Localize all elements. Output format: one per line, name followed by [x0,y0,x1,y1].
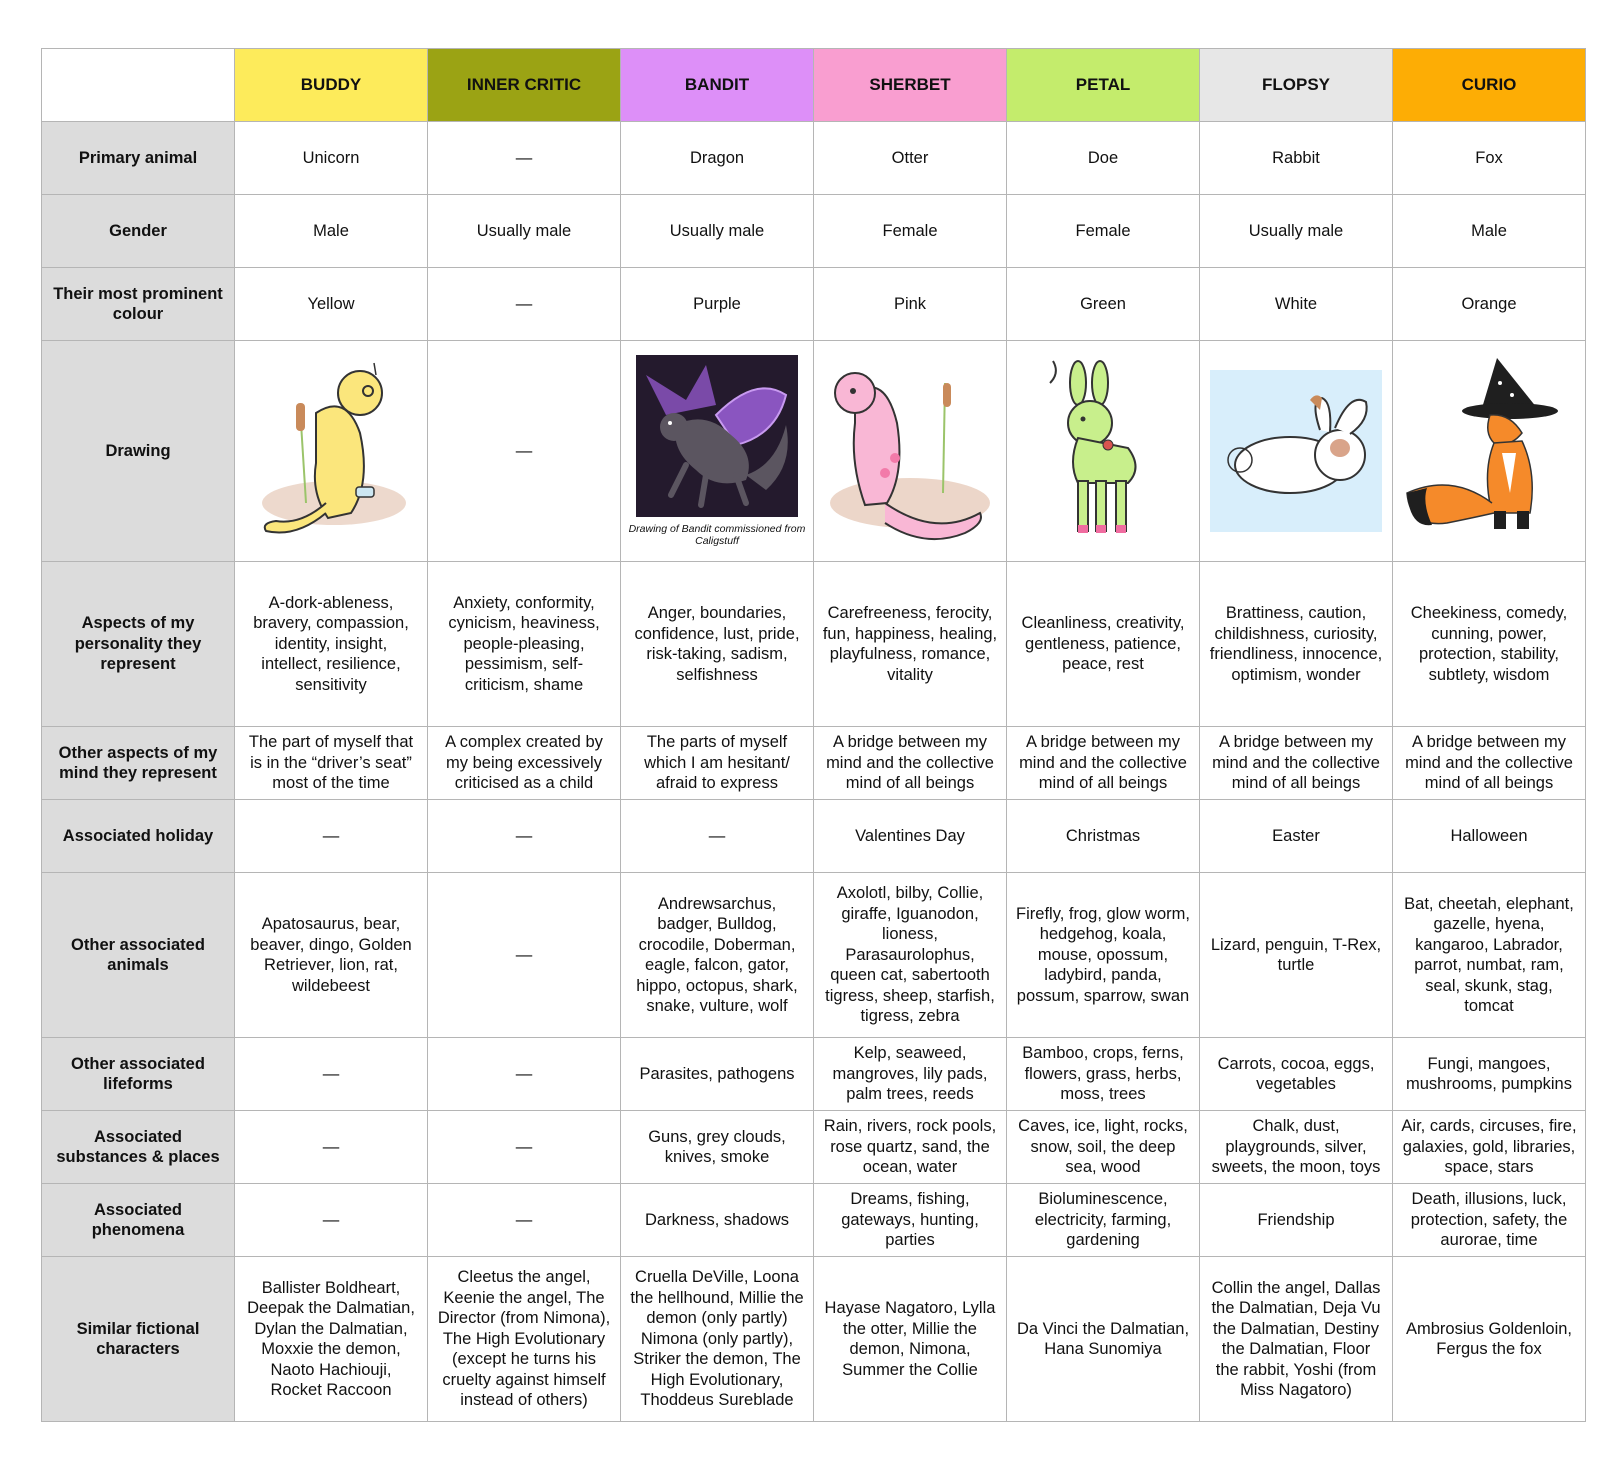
table-cell: A-dork-ableness, bravery, compassion, identity, insight, intellect, resilience, sensitivity [235,562,428,727]
table-cell: — [235,1038,428,1111]
table-cell: Purple [621,268,814,341]
table-cell: Male [235,195,428,268]
row-header: Other associated lifeforms [42,1038,235,1111]
table-cell: Cruella DeVille, Loona the hellhound, Millie the demon (only partly) Nimona (only partly), Striker the demon, The High Evolutionary, Thoddeus Sureblade [621,1257,814,1422]
white-rabbit-icon [1210,370,1382,532]
table-cell: Bamboo, crops, ferns, flowers, grass, herbs, moss, trees [1007,1038,1200,1111]
row-header: Aspects of my personality they represent [42,562,235,727]
row-header: Associated holiday [42,800,235,873]
table-cell: Firefly, frog, glow worm, hedgehog, koala, mouse, opossum, ladybird, panda, possum, sparrow, swan [1007,873,1200,1038]
table-cell: Halloween [1393,800,1586,873]
table-row [42,727,1586,800]
table-cell: — [428,800,621,873]
row-header: Primary animal [42,122,235,195]
table-cell: Orange [1393,268,1586,341]
table-cell: Christmas [1007,800,1200,873]
row-header: Gender [42,195,235,268]
table-cell: Dragon [621,122,814,195]
col-header-bandit: BANDIT [621,49,814,122]
table-cell: — [428,1038,621,1111]
table-cell: Bat, cheetah, elephant, gazelle, hyena, kangaroo, Labrador, parrot, numbat, ram, seal, skunk, stag, tomcat [1393,873,1586,1038]
table-cell: A bridge between my mind and the collective mind of all beings [1007,727,1200,800]
table-row [42,1038,1586,1111]
table-cell: Da Vinci the Dalmatian, Hana Sunomiya [1007,1257,1200,1422]
table-cell: The part of myself that is in the “driver’s seat” most of the time [235,727,428,800]
character-table [41,48,1586,1422]
table-cell: — [235,1184,428,1257]
table-cell: Rabbit [1200,122,1393,195]
table-cell: — [428,1111,621,1184]
table-cell: Usually male [428,195,621,268]
table-cell: Brattiness, caution, childishness, curiosity, friendliness, innocence, optimism, wonder [1200,562,1393,727]
row-header: Drawing [42,341,235,562]
table-cell: Pink [814,268,1007,341]
table-cell: Yellow [235,268,428,341]
table-cell: Cleanliness, creativity, gentleness, patience, peace, rest [1007,562,1200,727]
header-row [42,49,1586,122]
table-cell: Female [1007,195,1200,268]
pink-otter-icon [825,353,995,549]
table-cell: Fox [1393,122,1586,195]
table-cell: A complex created by my being excessively criticised as a child [428,727,621,800]
table-cell: Easter [1200,800,1393,873]
table-cell: Air, cards, circuses, fire, galaxies, gold, libraries, space, stars [1393,1111,1586,1184]
table-cell: — [428,341,621,562]
table-cell: — [428,873,621,1038]
table-cell: — [621,800,814,873]
table-cell: — [235,1111,428,1184]
table-cell: Caves, ice, light, rocks, snow, soil, the deep sea, wood [1007,1111,1200,1184]
row-header: Associated substances & places [42,1111,235,1184]
drawing-cell-sherbet [814,341,1007,562]
table-cell: — [235,800,428,873]
drawing-cell-buddy [235,341,428,562]
table-cell: Dreams, fishing, gateways, hunting, parties [814,1184,1007,1257]
table-cell: Lizard, penguin, T-Rex, turtle [1200,873,1393,1038]
row-header: Their most prominent colour [42,268,235,341]
table-cell: A bridge between my mind and the collective mind of all beings [814,727,1007,800]
bandit-drawing-caption: Drawing of Bandit commissioned from Caligstuff [628,523,806,547]
drawing-cell-flopsy [1200,341,1393,562]
row-header: Similar fictional characters [42,1257,235,1422]
table-row [42,122,1586,195]
table-cell: — [428,268,621,341]
table-cell: Andrewsarchus, badger, Bulldog, crocodile, Doberman, eagle, falcon, gator, hippo, octopus, shark, snake, vulture, wolf [621,873,814,1038]
table-cell: Anxiety, conformity, cynicism, heaviness, people-pleasing, pessimism, self-criticism, shame [428,562,621,727]
table-cell: Cleetus the angel, Keenie the angel, The Director (from Nimona), The High Evolutionary (except he turns his cruelty against himself instead of others) [428,1257,621,1422]
drawing-cell-bandit [621,341,814,562]
table-cell: Carefreeness, ferocity, fun, happiness, healing, playfulness, romance, vitality [814,562,1007,727]
table-cell: Friendship [1200,1184,1393,1257]
table-row [42,1184,1586,1257]
col-header-petal: PETAL [1007,49,1200,122]
col-header-flopsy: FLOPSY [1200,49,1393,122]
table-row [42,873,1586,1038]
table-row [42,268,1586,341]
table-cell: Doe [1007,122,1200,195]
table-row [42,1111,1586,1184]
table-cell: Ambrosius Goldenloin, Fergus the fox [1393,1257,1586,1422]
table-cell: Ballister Boldheart, Deepak the Dalmatian, Dylan the Dalmatian, Moxxie the demon, Naoto Hachiouji, Rocket Raccoon [235,1257,428,1422]
table-cell: Darkness, shadows [621,1184,814,1257]
orange-fox-witch-hat-icon [1402,353,1577,549]
table-cell: Rain, rivers, rock pools, rose quartz, sand, the ocean, water [814,1111,1007,1184]
table-cell: Chalk, dust, playgrounds, silver, sweets, the moon, toys [1200,1111,1393,1184]
table-cell: Usually male [1200,195,1393,268]
table-cell: White [1200,268,1393,341]
table-row [42,1257,1586,1422]
table-cell: Guns, grey clouds, knives, smoke [621,1111,814,1184]
table-row [42,562,1586,727]
table-cell: Male [1393,195,1586,268]
table-cell: A bridge between my mind and the collective mind of all beings [1393,727,1586,800]
col-header-buddy: BUDDY [235,49,428,122]
row-header: Other associated animals [42,873,235,1038]
table-cell: Usually male [621,195,814,268]
col-header-sherbet: SHERBET [814,49,1007,122]
table-cell: A bridge between my mind and the collective mind of all beings [1200,727,1393,800]
table-row [42,195,1586,268]
table-cell: The parts of myself which I am hesitant/ afraid to express [621,727,814,800]
purple-dragon-icon [636,355,798,517]
table-cell: Axolotl, bilby, Collie, giraffe, Iguanodon, lioness, Parasaurolophus, queen cat, sabertooth tigress, sheep, starfish, tigress, zebra [814,873,1007,1038]
table-cell: Fungi, mangoes, mushrooms, pumpkins [1393,1038,1586,1111]
row-header: Associated phenomena [42,1184,235,1257]
table-cell: — [428,122,621,195]
table-cell: Cheekiness, comedy, cunning, power, protection, stability, subtlety, wisdom [1393,562,1586,727]
table-cell: Collin the angel, Dallas the Dalmatian, Deja Vu the Dalmatian, Destiny the Dalmatian, Floor the rabbit, Yoshi (from Miss Nagatoro) [1200,1257,1393,1422]
table-cell: Apatosaurus, bear, beaver, dingo, Golden Retriever, lion, rat, wildebeest [235,873,428,1038]
row-header: Other aspects of my mind they represent [42,727,235,800]
green-doe-icon [1038,353,1168,549]
table-cell: Valentines Day [814,800,1007,873]
table-cell: Carrots, cocoa, eggs, vegetables [1200,1038,1393,1111]
table-cell: Parasites, pathogens [621,1038,814,1111]
table-cell: Green [1007,268,1200,341]
table-cell: Kelp, seaweed, mangroves, lily pads, palm trees, reeds [814,1038,1007,1111]
table-cell: Bioluminescence, electricity, farming, gardening [1007,1184,1200,1257]
corner-cell [42,49,235,122]
col-header-curio: CURIO [1393,49,1586,122]
table-cell: Female [814,195,1007,268]
table-cell: Death, illusions, luck, protection, safety, the aurorae, time [1393,1184,1586,1257]
yellow-otter-unicorn-icon [256,353,406,549]
drawing-row [42,341,1586,562]
table-row [42,800,1586,873]
table-cell: Unicorn [235,122,428,195]
table-cell: — [428,1184,621,1257]
table-cell: Otter [814,122,1007,195]
drawing-cell-curio [1393,341,1586,562]
col-header-inner-critic: INNER CRITIC [428,49,621,122]
table-cell: Hayase Nagatoro, Lylla the otter, Millie the demon, Nimona, Summer the Collie [814,1257,1007,1422]
drawing-cell-petal [1007,341,1200,562]
table-cell: Anger, boundaries, confidence, lust, pride, risk-taking, sadism, selfishness [621,562,814,727]
